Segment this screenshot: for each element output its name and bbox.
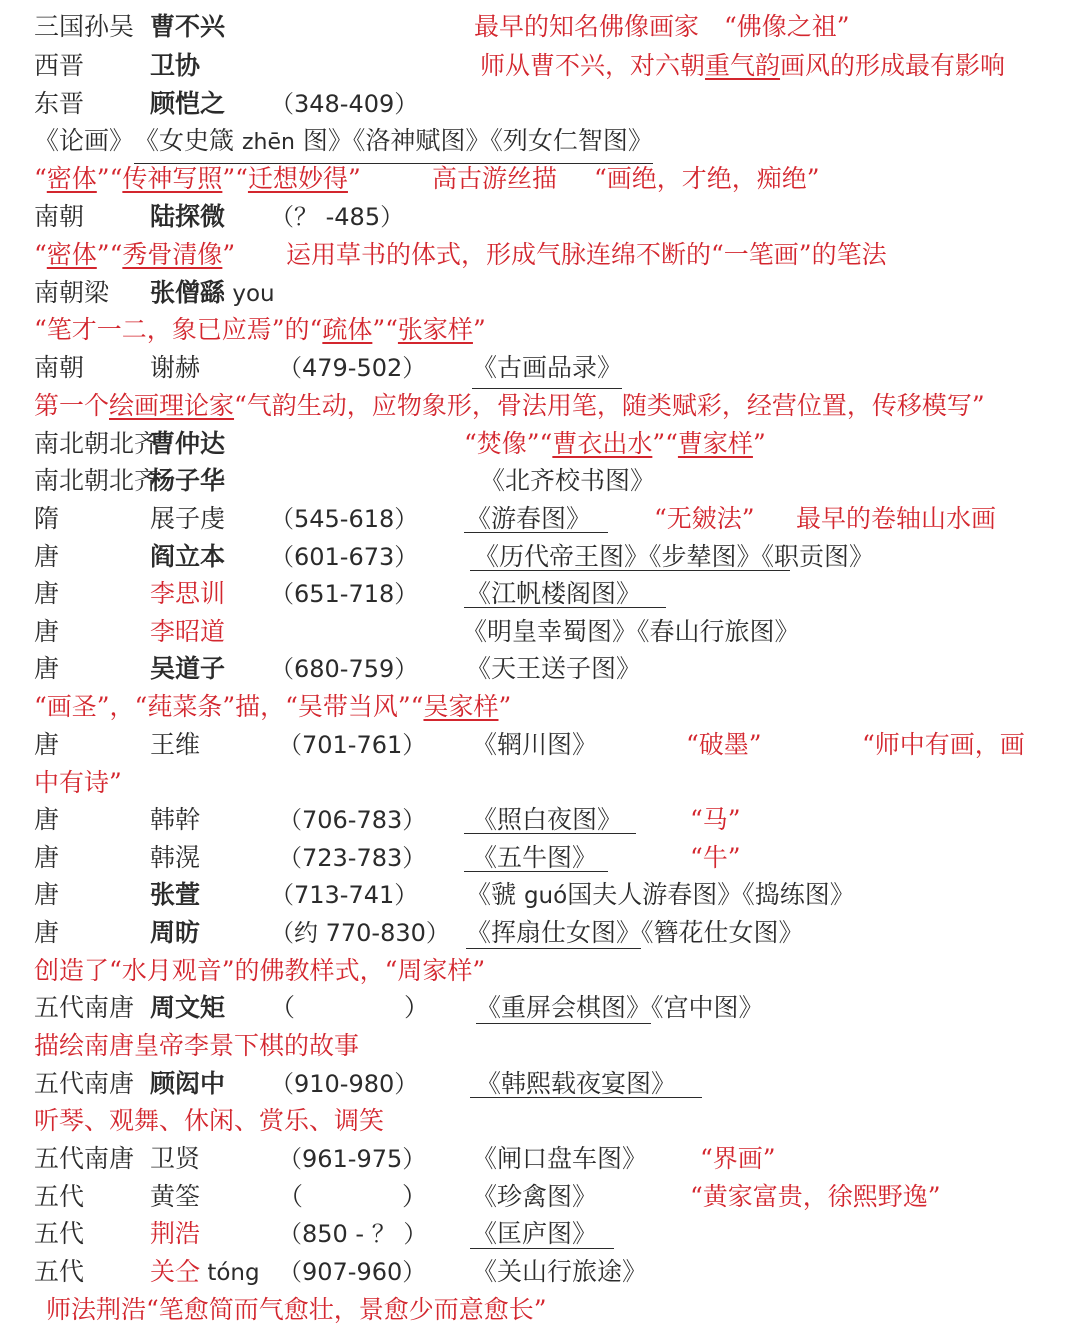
dynasty-label: 五代 [34,1257,85,1286]
dynasty-label: 唐 [34,918,60,947]
painter-name: 阎立本 [150,542,226,571]
work-title: 《匡庐图》 [472,1219,598,1248]
painter-dates: （910-980） [270,1070,419,1098]
painter-dates: （961-975） [278,1145,427,1173]
painter-name: 张僧繇 you [150,278,275,307]
work-title: 《游春图》 [466,504,592,533]
painter-dates-open: （ [278,1182,304,1211]
dynasty-label: 南北朝北齐 [34,466,160,495]
row-wei-xian [34,1140,1074,1178]
row-huang-quan [34,1178,1074,1216]
row-zhang-sengyou [34,274,1074,312]
painter-name: 王维 [150,730,201,759]
work-titles: 《女史箴 zhēn 图》《洛神赋图》《列女仁智图》 [134,122,653,164]
dynasty-label: 唐 [34,843,60,872]
row-cao-buxing [34,8,1074,46]
underline-rule [464,871,608,872]
painter-note: “无皴法” [654,504,755,533]
work-title: 《虢 guó国夫人游春图》《捣练图》 [466,880,855,909]
underline-rule [464,607,666,608]
painter-note: “界画” [700,1144,776,1173]
painter-name: 周昉 [150,918,201,947]
dynasty-label: 五代南唐 [34,1144,135,1173]
painter-name: 韩滉 [150,843,201,872]
dynasty-label: 五代南唐 [34,993,135,1022]
painter-note: 第一个绘画理论家“气韵生动，应物象形，骨法用笔，随类赋彩，经营位置，传移模写” [34,391,985,420]
painter-name: 李昭道 [150,617,226,646]
painter-dates-close: ） [402,1182,428,1211]
painter-dates: （706-783） [278,806,427,834]
dynasty-label: 唐 [34,730,60,759]
row-li-zhaodao [34,613,1074,651]
work-title: 《照白夜图》 [472,805,623,834]
painter-note: “笔才一二，象已应焉”的“疏体”“张家样” [34,315,486,344]
style-terms: “焚像”“曹衣出水”“曹家样” [464,429,766,458]
painter-name: 杨子华 [150,466,226,495]
pinyin-annotation: you [225,281,275,307]
painter-note: 创造了“水月观音”的佛教样式，“周家样” [34,956,486,985]
painter-dates: （701-761） [278,731,427,759]
style-terms: “密体”“传神写照”“迁想妙得” [34,164,361,193]
dynasty-label: 五代 [34,1219,85,1248]
row-guan-tong-notes [46,1291,1076,1329]
style-terms: “密体”“秀骨清像” [34,240,236,269]
row-zhou-fang [34,914,1074,952]
dynasty-label: 五代 [34,1182,85,1211]
painter-note: 最早的知名佛像画家 “佛像之祖” [474,12,850,41]
row-yang-zihua [34,462,1074,500]
painter-name: 谢赫 [150,353,201,382]
painter-note: 最早的卷轴山水画 [796,504,997,533]
row-zhou-fang-notes [34,952,1074,990]
painter-dates: （348-409） [270,90,419,118]
work-title: 《古画品录》 [472,349,622,389]
painter-name: 顾恺之 [150,89,226,118]
row-zhou-wenju-notes [34,1027,1074,1065]
painter-name: 关仝 tóng [150,1257,260,1286]
painter-note: 中有诗” [34,768,122,797]
painter-note: “画绝，才绝，痴绝” [594,164,820,193]
work-title: 《北齐校书图》 [480,466,656,495]
brush-technique: 高古游丝描 [432,164,558,193]
painter-name: 顾闳中 [150,1069,226,1098]
work-title: 《天王送子图》 [466,654,642,683]
work-title: 《闸口盘车图》 [472,1144,648,1173]
painter-dates: （723-783） [278,844,427,872]
row-gu-hongzhong-notes [34,1102,1074,1140]
painter-note: “师中有画，画 [862,730,1025,759]
row-guan-tong [34,1253,1074,1291]
painter-note: “马” [690,805,741,834]
painter-note: “破墨” [686,730,762,759]
underline-rule [470,570,790,571]
painter-note: “画圣”，“莼菜条”描，“吴带当风”“吴家样” [34,692,512,721]
dynasty-label: 隋 [34,504,60,533]
painter-name: 荆浩 [150,1219,201,1248]
painter-dates-open: （ [270,993,296,1022]
pinyin-annotation: guó [523,883,568,909]
row-wang-wei [34,726,1074,764]
painter-name: 黄筌 [150,1182,201,1211]
row-xie-he [34,349,1074,387]
dynasty-label: 三国孙吴 [34,12,135,41]
painter-name: 周文矩 [150,993,226,1022]
painter-name: 卫协 [150,51,201,80]
row-wu-daozi [34,650,1074,688]
painter-dates: （？ -485） [270,203,405,231]
dynasty-label: 南朝梁 [34,278,110,307]
pinyin-annotation: zhēn [241,130,295,155]
dynasty-label: 南朝 [34,353,85,382]
row-wei-xie [34,47,1074,85]
dynasty-label: 唐 [34,542,60,571]
underline-rule [470,1248,614,1249]
work-title: 《明皇幸蜀图》《春山行旅图》 [462,617,800,646]
row-wang-wei-notes [34,764,1074,802]
row-zhang-sengyou-notes [34,311,1074,349]
work-title: 《珍禽图》 [472,1182,598,1211]
painter-name: 张萱 [150,880,201,909]
work-title: 《韩熙载夜宴图》 [476,1069,677,1098]
row-zhang-xuan [34,876,1074,914]
painter-dates: （651-718） [270,580,419,608]
painter-dates: （713-741） [270,881,419,909]
underline-rule [464,833,636,834]
painter-note: 听琴、观舞、休闲、赏乐、调笑 [34,1106,385,1135]
painter-name: 吴道子 [150,654,226,683]
underline-rule [470,1097,702,1098]
painter-dates: （601-673） [270,543,419,571]
underline-rule [464,532,608,533]
painter-note: 师从曹不兴，对六朝重气韵画风的形成最有影响 [480,51,1006,80]
row-cao-zhongda [34,425,1074,463]
work-title: 《重屏会棋图》《宫中图》 [476,993,764,1022]
row-gu-kaizhi-works [34,122,1074,160]
painter-note: 描绘南唐皇帝李景下棋的故事 [34,1031,360,1060]
work-title: 《挥扇仕女图》《簪花仕女图》 [466,918,804,947]
painter-name: 曹仲达 [150,429,226,458]
painter-name: 曹不兴 [150,12,226,41]
row-gu-kaizhi-notes [34,160,1074,198]
painter-name: 李思训 [150,579,226,608]
dynasty-label: 南朝 [34,202,85,231]
row-zhou-wenju [34,989,1074,1027]
painter-note: 师法荆浩“笔愈简而气愈壮，景愈少而意愈长” [46,1295,547,1324]
row-xie-he-notes [34,387,1074,425]
painter-dates: （约 770-830） [270,919,450,947]
dynasty-label: 唐 [34,654,60,683]
work-title: 《江帆楼阁图》 [466,579,642,608]
row-lu-tanwei-notes [34,236,1074,274]
painter-name: 韩幹 [150,805,201,834]
painter-dates: （680-759） [270,655,419,683]
work-title: 《五牛图》 [472,843,598,872]
dynasty-label: 南北朝北齐 [34,429,160,458]
dynasty-label: 唐 [34,880,60,909]
painter-note: “牛” [690,843,741,872]
dynasty-label: 五代南唐 [34,1069,135,1098]
row-gu-kaizhi [34,85,1074,123]
painter-note: “黄家富贵，徐熙野逸” [690,1182,941,1211]
work-title: 《论画》 [34,126,135,155]
painter-name: 卫贤 [150,1144,201,1173]
pinyin-annotation: tóng [200,1260,260,1286]
dynasty-label: 唐 [34,805,60,834]
dynasty-label: 东晋 [34,89,85,118]
painter-dates-close: ） [404,993,430,1022]
work-title: 《辋川图》 [472,730,598,759]
painter-dates: （850 - ？ ） [278,1220,428,1248]
painter-name: 陆探微 [150,202,226,231]
row-wu-daozi-notes [34,688,1074,726]
work-title: 《历代帝王图》《步辇图》《职贡图》 [474,542,875,571]
dynasty-label: 唐 [34,579,60,608]
painter-note: 运用草书的体式，形成气脉连绵不断的“一笔画”的笔法 [286,240,887,269]
work-title: 《关山行旅途》 [472,1257,648,1286]
painter-name: 展子虔 [150,504,226,533]
painter-dates: （545-618） [270,505,419,533]
painter-dates: （479-502） [278,354,427,382]
dynasty-label: 唐 [34,617,60,646]
row-lu-tanwei [34,198,1074,236]
painter-dates: （907-960） [278,1258,427,1286]
dynasty-label: 西晋 [34,51,85,80]
